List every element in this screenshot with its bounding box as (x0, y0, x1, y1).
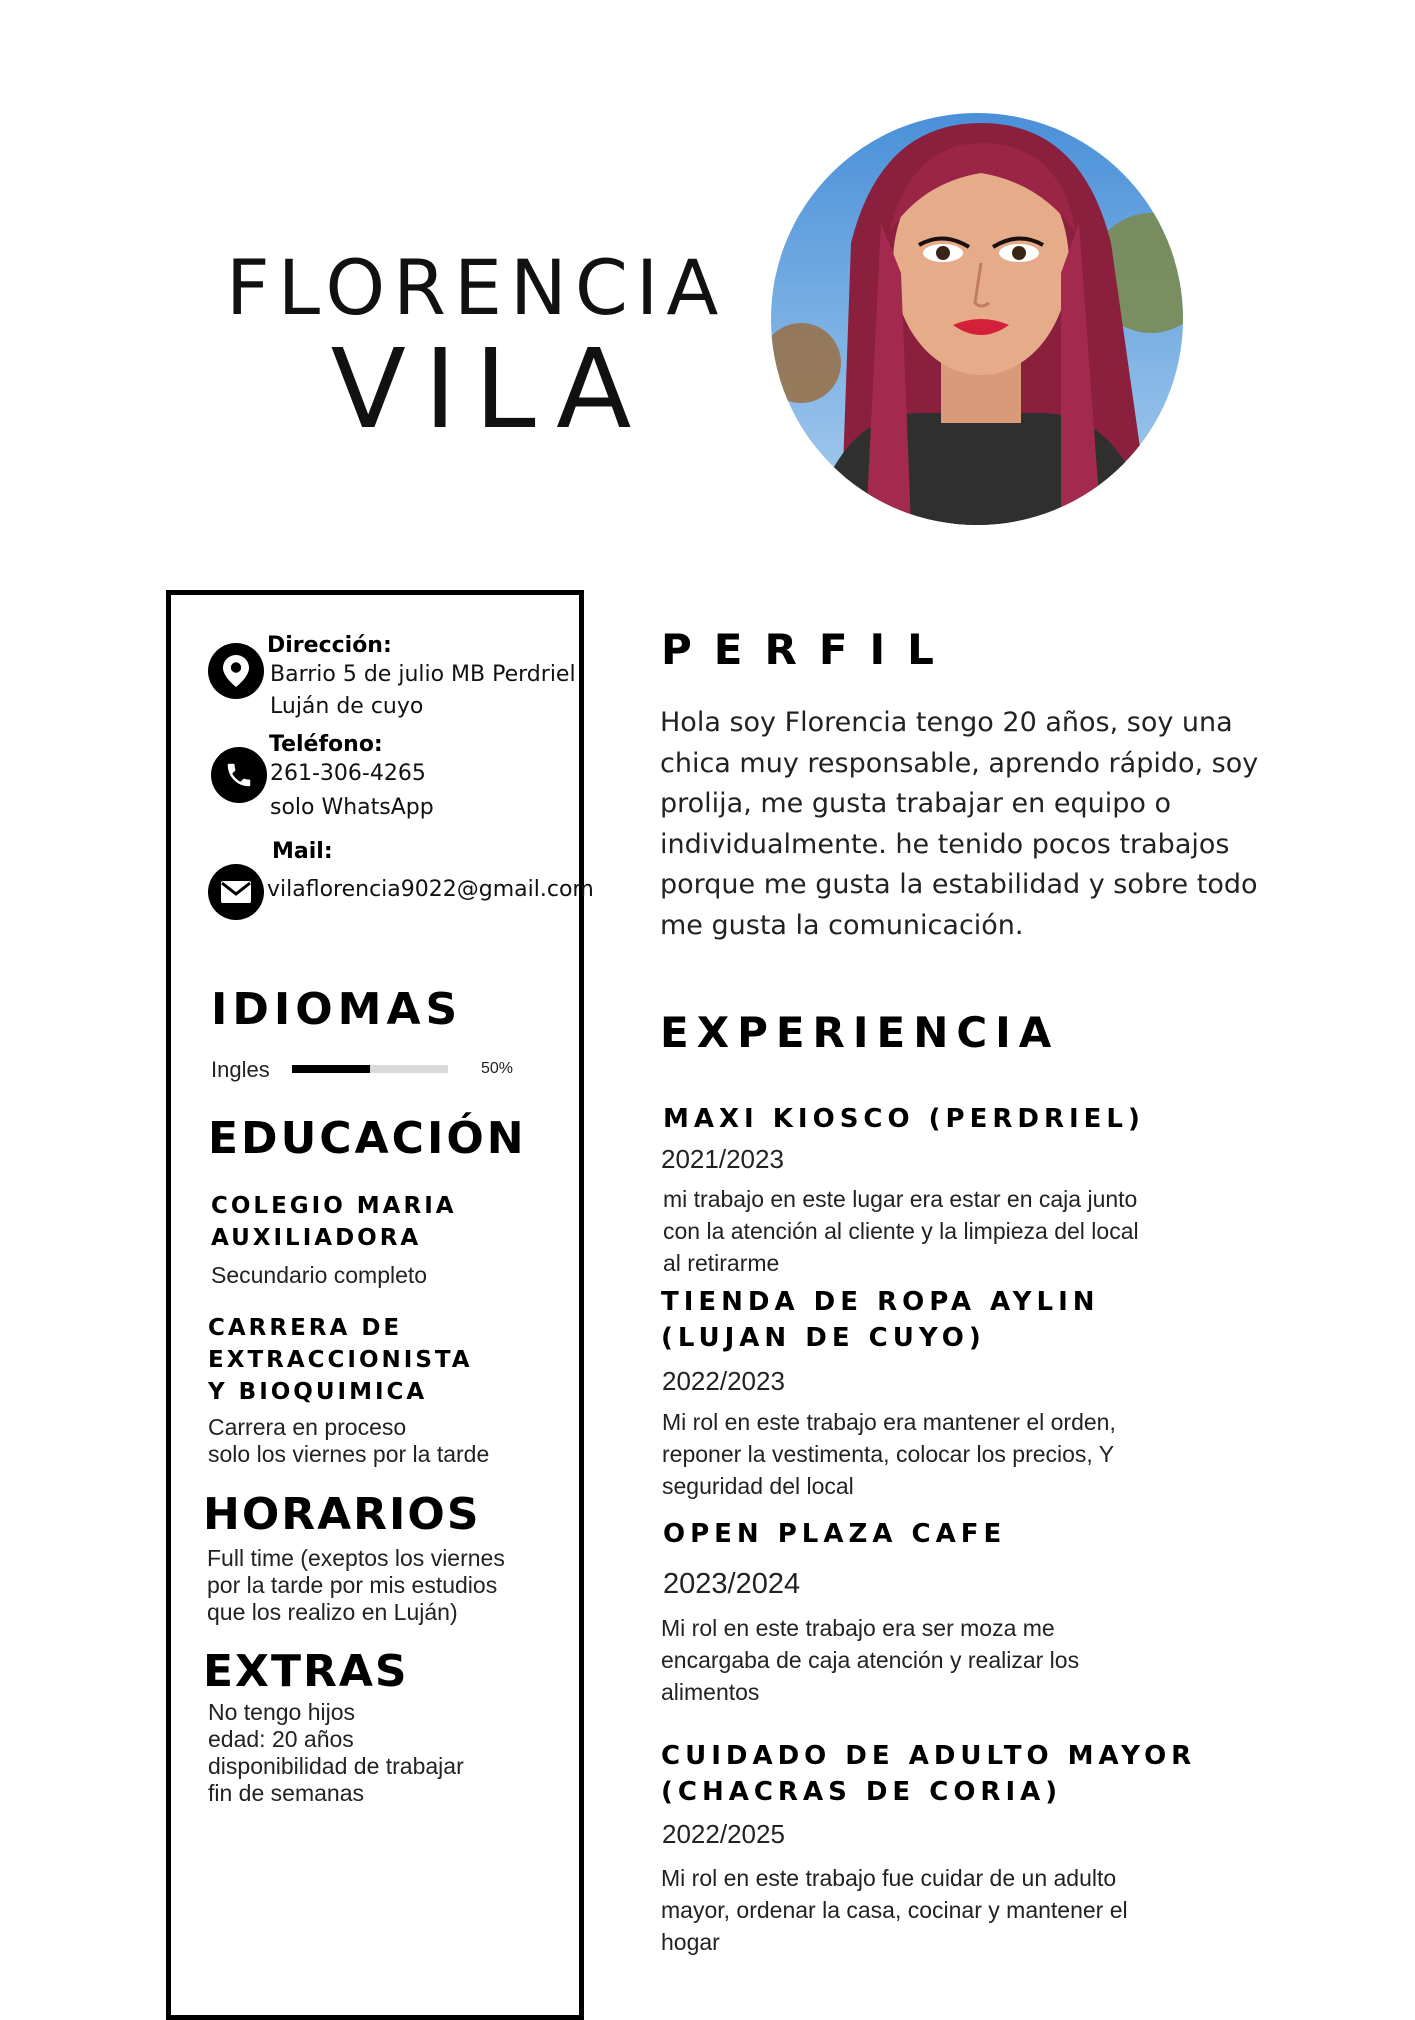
experience-heading: EXPERIENCIA (660, 1008, 1060, 1057)
job-dates-4: 2022/2025 (662, 1819, 785, 1849)
language-level-text: 50% (481, 1060, 514, 1077)
job-title-1: MAXI KIOSCO (PERDRIEL) (663, 1104, 1145, 1134)
extras-heading: EXTRAS (203, 1646, 409, 1697)
job-dates-1: 2021/2023 (661, 1144, 784, 1174)
schedule-text: Full time (exeptos los viernes por la tarde por mis estudios que los realizo en Luján) (207, 1545, 505, 1625)
languages-heading: IDIOMAS (211, 984, 463, 1035)
job-title-3: OPEN PLAZA CAFE (663, 1519, 1007, 1549)
address-label: Dirección: (267, 633, 392, 658)
profile-text: Hola soy Florencia tengo 20 años, soy una chica muy responsable, aprendo rápido, soy prolija, me gusta trabajar en equipo o individualmente. he tenido pocos trabajos porque me gusta la estabilidad y sobre todo me gusta la comunicación. (660, 707, 1259, 941)
job-title-2: TIENDA DE ROPA AYLIN (LUJAN DE CUYO) (661, 1287, 1100, 1353)
last-name: VILA (330, 325, 650, 453)
mail-envelope-icon (208, 864, 264, 920)
job-dates-2: 2022/2023 (662, 1366, 785, 1396)
education-title-2: CARRERA DE EXTRACCIONISTA Y BIOQUIMICA (208, 1315, 473, 1405)
job-description-3: Mi rol en este trabajo era ser moza me encargaba de caja atención y realizar los alimentos (661, 1615, 1080, 1705)
profile-photo (771, 113, 1183, 525)
address-line-1: Barrio 5 de julio MB Perdriel (270, 662, 576, 687)
phone-icon (211, 747, 267, 803)
first-name: FLORENCIA (226, 243, 727, 332)
education-detail-2: Carrera en proceso solo los viernes por la tarde (208, 1414, 490, 1467)
education-heading: EDUCACIÓN (208, 1113, 527, 1164)
job-dates-3: 2023/2024 (663, 1568, 801, 1600)
language-name: Ingles (211, 1057, 270, 1082)
phone-label: Teléfono: (269, 732, 383, 757)
address-line-2: Luján de cuyo (270, 694, 424, 719)
education-title-1: COLEGIO MARIA AUXILIADORA (211, 1193, 457, 1251)
job-description-2: Mi rol en este trabajo era mantener el orden, reponer la vestimenta, colocar los precios, Y seguridad del local (662, 1409, 1116, 1499)
location-pin-icon (208, 643, 264, 699)
job-title-4: CUIDADO DE ADULTO MAYOR (CHACRAS DE CORIA) (661, 1741, 1197, 1807)
language-level-fill (292, 1065, 370, 1073)
job-description-1: mi trabajo en este lugar era estar en caja junto con la atención al cliente y la limpieza del local al retirarme (663, 1186, 1139, 1276)
phone-number: 261-306-4265 (270, 761, 426, 786)
language-level-bar (292, 1065, 448, 1073)
mail-label: Mail: (272, 839, 333, 864)
extras-text: No tengo hijos edad: 20 años disponibilidad de trabajar fin de semanas (208, 1699, 464, 1806)
mail-address: vilaflorencia9022@gmail.com (267, 877, 594, 902)
phone-note: solo WhatsApp (270, 795, 434, 820)
profile-heading: PERFIL (661, 625, 956, 674)
schedule-heading: HORARIOS (203, 1489, 481, 1540)
job-description-4: Mi rol en este trabajo fue cuidar de un adulto mayor, ordenar la casa, cocinar y mantener el hogar (661, 1865, 1128, 1955)
education-detail-1: Secundario completo (211, 1262, 428, 1288)
